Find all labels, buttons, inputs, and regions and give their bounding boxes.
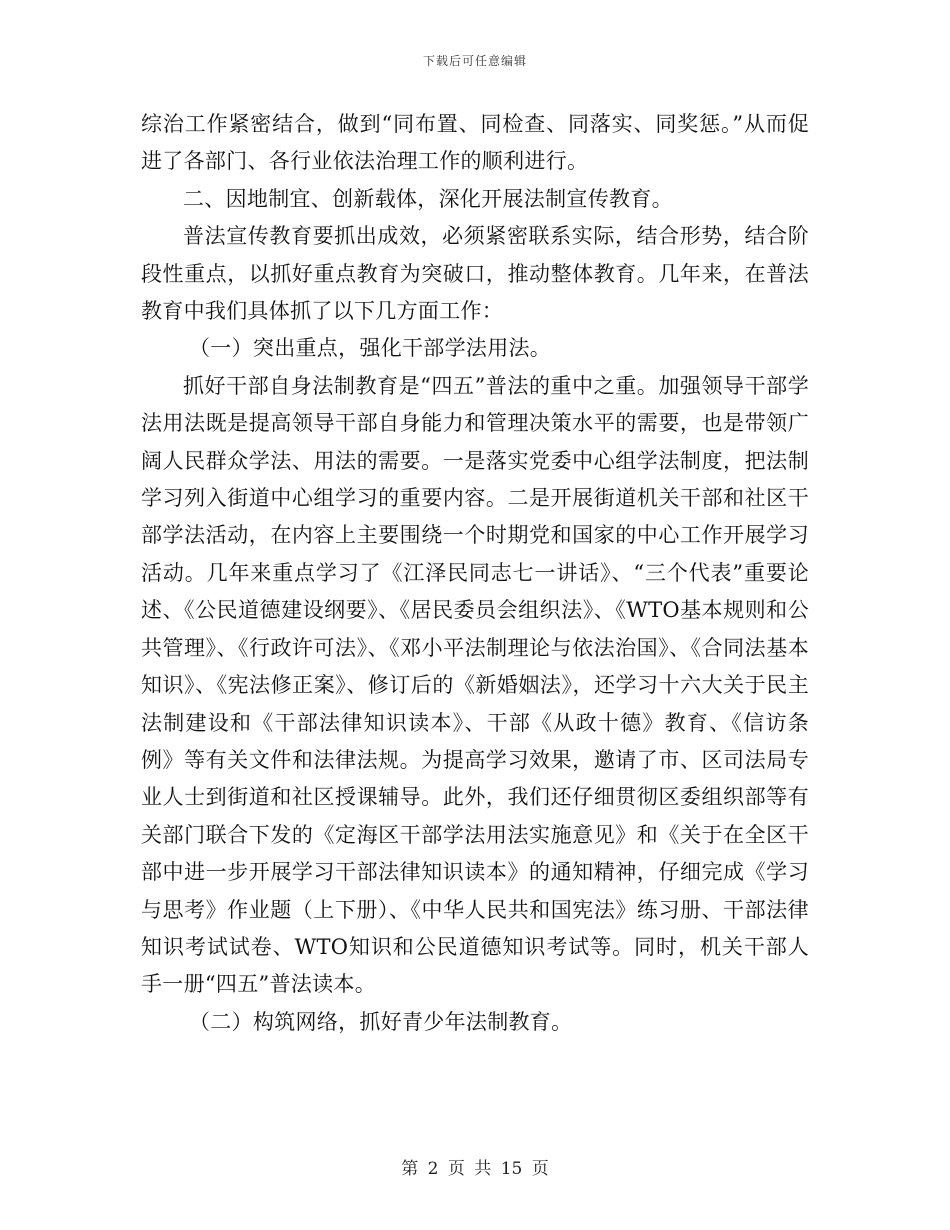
page-header: 下载后可任意编辑 — [422, 54, 527, 68]
paragraph-continuation: 综治工作紧密结合，做到“同布置、同检查、同落实、同奖惩。”从而促进了各部门、各行业依法治理工作的顺利进行。 — [141, 112, 809, 174]
document-body — [141, 106, 809, 1041]
paragraph-intro: 普法宣传教育要抓出成效，必须紧密联系实际，结合形势，结合阶段性重点，以抓好重点教育为突破口，推动整体教育。几年来，在普法教育中我们具体抓了以下几方面工作： — [141, 224, 809, 324]
subheading-1: （一）突出重点，强化干部学法用法。 — [189, 336, 552, 361]
paragraph-cadre-study: 抓好干部自身法制教育是“四五”普法的重中之重。加强领导干部学法用法既是提高领导干部自身能力和管理决策水平的需要，也是带领广阔人民群众学法、用法的需要。一是落实党委中心组学法制度，把法制学习列入街道中心组学习的重要内容。二是开展街道机关干部和社区干部学法活动，在内容上主要围绕一个时期党和国家的中心工作开展学习活动。几年来重点学习了《江泽民同志七一讲话》、“三个代表”重要论述、《公民道德建设纲要》、《居民委员会组织法》、《WTO基本规则和公共管理》、《行政许可法》、《邓小平法制理论与依法治国》、《合同法基本知识》、《宪法修正案》、修订后的《新婚姻法》，还学习十六大关于民主法制建设和《干部法律知识读本》、干部《从政十德》教育、《信访条例》等有关文件和法律法规。为提高学习效果，邀请了市、区司法局专业人士到街道和社区授课辅导。此外，我们还仔细贯彻区委组织部等有关部门联合下发的《定海区干部学法用法实施意见》和《关于在全区干部中进一步开展学习干部法律知识读本》的通知精神，仔细完成《学习与思考》作业题（上下册）、《中华人民共和国宪法》练习册、干部法律知识考试试卷、WTO知识和公民道德知识考试等。同时，机关干部人手一册“四五”普法读本。 — [141, 373, 809, 997]
section-heading-2: 二、因地制宜、创新载体，深化开展法制宣传教育。 — [183, 186, 673, 211]
page-number-footer: 第 2 页 共 15 页 — [401, 1159, 549, 1179]
subheading-2: （二）构筑网络，抓好青少年法制教育。 — [189, 1009, 573, 1034]
